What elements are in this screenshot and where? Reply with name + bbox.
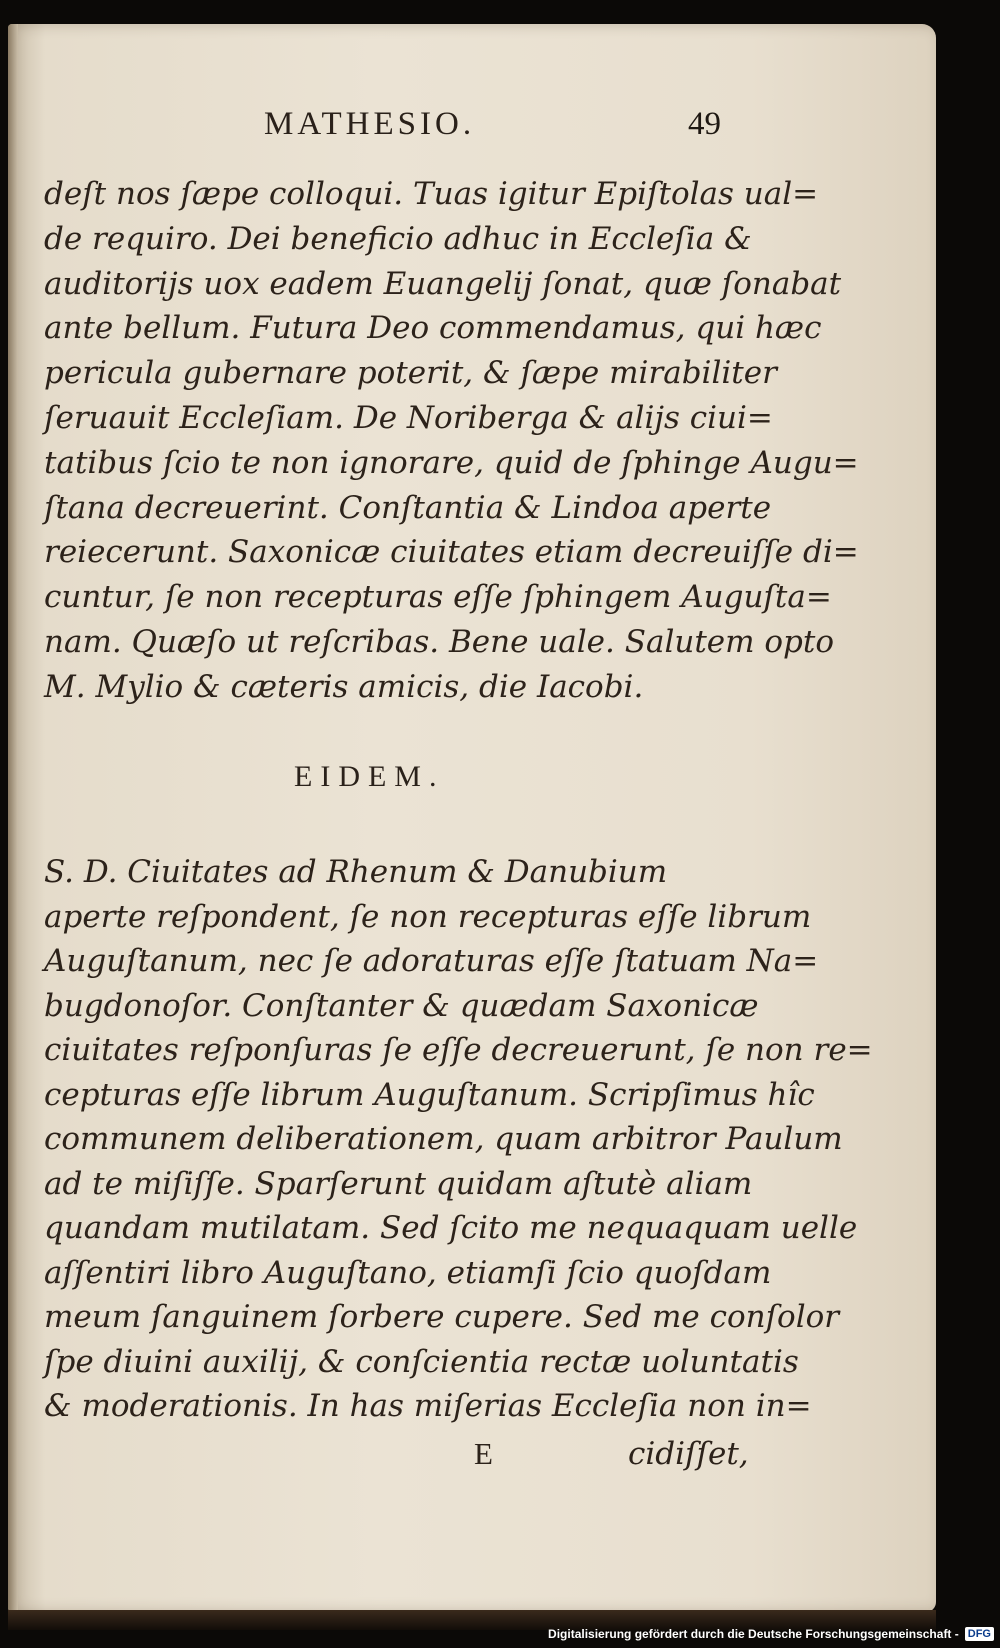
text-line: communem deliberationem, quam arbitror Paulum bbox=[44, 1121, 843, 1157]
text-line: meum ſanguinem ſorbere cupere. Sed me conſolor bbox=[44, 1299, 840, 1335]
running-title: MATHESIO. bbox=[264, 106, 476, 142]
text-line: cepturas eſſe librum Auguſtanum. Scripſimus hîc bbox=[44, 1076, 815, 1113]
text-line: ſpe diuini auxilij, & conſcientia rectæ uoluntatis bbox=[44, 1343, 799, 1380]
text-line: aperte reſpondent, ſe non recepturas eſſe librum bbox=[44, 898, 812, 935]
text-line: quandam mutilatam. Sed ſcito me nequaquam uelle bbox=[44, 1210, 858, 1246]
signature-mark: E bbox=[474, 1436, 493, 1471]
page-binding-edge bbox=[8, 24, 18, 1612]
text-line: ſeruauit Eccleſiam. De Noriberga & alijs ciui= bbox=[44, 399, 773, 436]
text-line: tatibus ſcio te non ignorare, quid de ſphinge Augu= bbox=[44, 444, 859, 481]
text-line: & moderationis. In has miſerias Eccleſia non in= bbox=[44, 1388, 812, 1424]
page-number: 49 bbox=[688, 106, 721, 142]
text-line: reiecerunt. Saxonicæ ciuitates etiam decreuiſſe di= bbox=[44, 534, 859, 571]
text-line: nam. Quæſo ut reſcribas. Bene uale. Salutem opto bbox=[44, 623, 835, 660]
dfg-logo-icon: DFG bbox=[965, 1627, 994, 1641]
page-header bbox=[8, 106, 936, 156]
credit-text: Digitalisierung gefördert durch die Deutsche Forschungsgemeinschaft - bbox=[548, 1627, 959, 1641]
text-line: M. Mylio & cæteris amicis, die Iacobi. bbox=[44, 668, 644, 705]
text-line: S. D. Ciuitates ad Rhenum & Danubium bbox=[44, 854, 668, 890]
letter-heading: EIDEM. bbox=[294, 760, 445, 793]
text-line: ſtana decreuerint. Conſtantia & Lindoa aperte bbox=[44, 489, 772, 526]
page-footer bbox=[8, 1436, 936, 1480]
letter-two-body bbox=[44, 850, 914, 1429]
digitization-credit bbox=[548, 1624, 994, 1644]
letter-one-body bbox=[44, 172, 914, 710]
text-line: pericula gubernare poterit, & ſæpe mirabiliter bbox=[44, 355, 777, 392]
text-line: auditorijs uox eadem Euangelij ſonat, quæ ſonabat bbox=[44, 265, 842, 302]
text-line: bugdonoſor. Conſtanter & quædam Saxonicæ bbox=[44, 987, 759, 1024]
book-page bbox=[8, 24, 936, 1612]
text-line: deſt nos ſæpe colloqui. Tuas igitur Epiſtolas ual= bbox=[44, 176, 819, 212]
text-line: de requiro. Dei beneficio adhuc in Eccleſia & bbox=[44, 220, 752, 257]
text-line: cuntur, ſe non recepturas eſſe ſphingem Auguſta= bbox=[44, 579, 832, 616]
text-line: Auguſtanum, nec ſe adoraturas eſſe ſtatuam Na= bbox=[44, 943, 819, 979]
text-line: ciuitates reſponſuras ſe eſſe decreuerunt, ſe non re= bbox=[44, 1032, 873, 1068]
text-line: ante bellum. Futura Deo commendamus, qui hæc bbox=[44, 310, 822, 347]
catchword: cidiſſet, bbox=[628, 1436, 749, 1472]
text-line: ad te miſiſſe. Sparſerunt quidam aſtutè aliam bbox=[44, 1165, 753, 1202]
text-line: aſſentiri libro Auguſtano, etiamſi ſcio quoſdam bbox=[44, 1254, 772, 1291]
